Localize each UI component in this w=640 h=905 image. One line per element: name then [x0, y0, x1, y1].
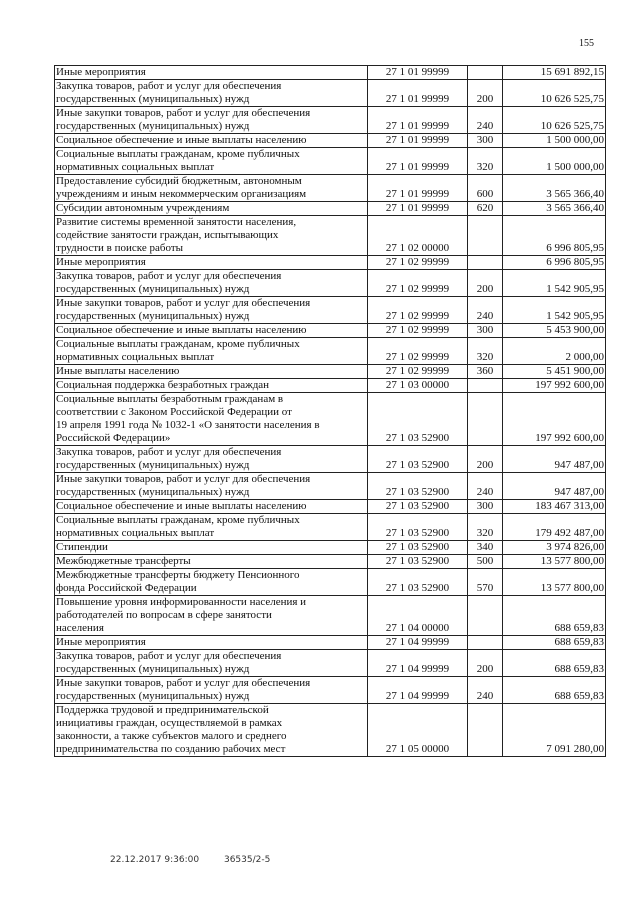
table-row	[55, 569, 606, 596]
row-code-cell: 27 1 01 99999	[368, 107, 468, 134]
table-row	[55, 541, 606, 555]
row-type-cell	[468, 216, 503, 256]
table-row	[55, 704, 606, 757]
row-name-cell: Социальное обеспечение и иные выплаты населению	[55, 500, 368, 514]
row-name-cell: Предоставление субсидий бюджетным, автономным учреждениям и иным некоммерческим организациям	[55, 175, 368, 202]
row-code-cell: 27 1 02 99999	[368, 256, 468, 270]
row-type-cell	[468, 636, 503, 650]
table-row	[55, 500, 606, 514]
row-type-cell: 240	[468, 107, 503, 134]
row-code-cell: 27 1 02 99999	[368, 338, 468, 365]
table-row	[55, 379, 606, 393]
row-code-cell: 27 1 01 99999	[368, 134, 468, 148]
row-code-cell: 27 1 05 00000	[368, 704, 468, 757]
row-amount-cell: 1 500 000,00	[503, 134, 606, 148]
row-name-cell: Стипендии	[55, 541, 368, 555]
footer-doc-code: 36535/2-5	[223, 855, 271, 865]
row-type-cell: 240	[468, 677, 503, 704]
row-type-cell	[468, 596, 503, 636]
row-amount-cell: 947 487,00	[503, 473, 606, 500]
row-code-cell: 27 1 04 99999	[368, 677, 468, 704]
row-type-cell: 200	[468, 80, 503, 107]
page-number: 155	[579, 38, 594, 49]
budget-table	[54, 65, 606, 757]
table-row	[55, 107, 606, 134]
row-name-cell: Закупка товаров, работ и услуг для обеспечения государственных (муниципальных) нужд	[55, 650, 368, 677]
row-name-cell: Социальные выплаты гражданам, кроме публичных нормативных социальных выплат	[55, 338, 368, 365]
row-amount-cell: 2 000,00	[503, 338, 606, 365]
row-type-cell: 300	[468, 134, 503, 148]
row-type-cell	[468, 393, 503, 446]
row-type-cell	[468, 256, 503, 270]
row-code-cell: 27 1 01 99999	[368, 148, 468, 175]
row-amount-cell: 7 091 280,00	[503, 704, 606, 757]
budget-table-body	[55, 66, 606, 757]
row-amount-cell: 6 996 805,95	[503, 216, 606, 256]
row-type-cell: 620	[468, 202, 503, 216]
row-amount-cell: 688 659,83	[503, 677, 606, 704]
row-name-cell: Иные мероприятия	[55, 256, 368, 270]
row-code-cell: 27 1 04 00000	[368, 596, 468, 636]
row-amount-cell: 15 691 892,15	[503, 66, 606, 80]
table-row	[55, 596, 606, 636]
row-code-cell: 27 1 04 99999	[368, 636, 468, 650]
row-type-cell: 320	[468, 148, 503, 175]
table-row	[55, 134, 606, 148]
row-name-cell: Социальное обеспечение и иные выплаты населению	[55, 324, 368, 338]
row-code-cell: 27 1 03 52900	[368, 555, 468, 569]
row-code-cell: 27 1 01 99999	[368, 80, 468, 107]
row-type-cell: 360	[468, 365, 503, 379]
row-amount-cell: 183 467 313,00	[503, 500, 606, 514]
row-type-cell: 500	[468, 555, 503, 569]
row-code-cell: 27 1 01 99999	[368, 66, 468, 80]
table-row	[55, 650, 606, 677]
row-code-cell: 27 1 03 52900	[368, 569, 468, 596]
table-row	[55, 80, 606, 107]
row-type-cell	[468, 704, 503, 757]
row-name-cell: Закупка товаров, работ и услуг для обеспечения государственных (муниципальных) нужд	[55, 80, 368, 107]
row-amount-cell: 688 659,83	[503, 650, 606, 677]
row-name-cell: Иные закупки товаров, работ и услуг для обеспечения государственных (муниципальных) нужд	[55, 677, 368, 704]
table-row	[55, 555, 606, 569]
row-amount-cell: 3 974 826,00	[503, 541, 606, 555]
footer-timestamp: 22.12.2017 9:36:00	[110, 855, 200, 865]
row-name-cell: Иные мероприятия	[55, 66, 368, 80]
table-row	[55, 256, 606, 270]
row-name-cell: Социальная поддержка безработных граждан	[55, 379, 368, 393]
row-name-cell: Иные закупки товаров, работ и услуг для обеспечения государственных (муниципальных) нужд	[55, 297, 368, 324]
row-type-cell: 320	[468, 514, 503, 541]
table-row	[55, 636, 606, 650]
row-amount-cell: 3 565 366,40	[503, 202, 606, 216]
row-name-cell: Социальные выплаты гражданам, кроме публичных нормативных социальных выплат	[55, 148, 368, 175]
row-type-cell: 320	[468, 338, 503, 365]
row-name-cell: Повышение уровня информированности населения и работодателей по вопросам в сфере занятости населения	[55, 596, 368, 636]
row-code-cell: 27 1 03 52900	[368, 393, 468, 446]
row-type-cell: 600	[468, 175, 503, 202]
table-row	[55, 297, 606, 324]
row-code-cell: 27 1 02 99999	[368, 270, 468, 297]
table-row	[55, 393, 606, 446]
row-name-cell: Иные выплаты населению	[55, 365, 368, 379]
row-type-cell: 240	[468, 297, 503, 324]
row-type-cell	[468, 379, 503, 393]
row-name-cell: Иные закупки товаров, работ и услуг для обеспечения государственных (муниципальных) нужд	[55, 107, 368, 134]
row-code-cell: 27 1 03 52900	[368, 500, 468, 514]
row-code-cell: 27 1 02 00000	[368, 216, 468, 256]
row-amount-cell: 947 487,00	[503, 446, 606, 473]
row-type-cell: 340	[468, 541, 503, 555]
row-name-cell: Межбюджетные трансферты	[55, 555, 368, 569]
row-type-cell	[468, 66, 503, 80]
table-row	[55, 270, 606, 297]
row-type-cell: 200	[468, 650, 503, 677]
row-type-cell: 240	[468, 473, 503, 500]
row-amount-cell: 688 659,83	[503, 596, 606, 636]
row-code-cell: 27 1 03 00000	[368, 379, 468, 393]
row-amount-cell: 1 542 905,95	[503, 297, 606, 324]
table-row	[55, 148, 606, 175]
table-row	[55, 324, 606, 338]
row-name-cell: Социальные выплаты гражданам, кроме публичных нормативных социальных выплат	[55, 514, 368, 541]
row-amount-cell: 6 996 805,95	[503, 256, 606, 270]
row-code-cell: 27 1 02 99999	[368, 297, 468, 324]
row-type-cell: 200	[468, 446, 503, 473]
row-amount-cell: 3 565 366,40	[503, 175, 606, 202]
row-name-cell: Межбюджетные трансферты бюджету Пенсионного фонда Российской Федерации	[55, 569, 368, 596]
row-code-cell: 27 1 01 99999	[368, 175, 468, 202]
row-code-cell: 27 1 02 99999	[368, 324, 468, 338]
row-amount-cell: 197 992 600,00	[503, 379, 606, 393]
row-amount-cell: 1 542 905,95	[503, 270, 606, 297]
table-row	[55, 338, 606, 365]
row-code-cell: 27 1 01 99999	[368, 202, 468, 216]
row-code-cell: 27 1 04 99999	[368, 650, 468, 677]
row-amount-cell: 197 992 600,00	[503, 393, 606, 446]
row-code-cell: 27 1 03 52900	[368, 514, 468, 541]
footer	[110, 855, 292, 865]
row-amount-cell: 5 453 900,00	[503, 324, 606, 338]
row-amount-cell: 179 492 487,00	[503, 514, 606, 541]
row-name-cell: Развитие системы временной занятости населения, содействие занятости граждан, испытывающих трудности в поиске работы	[55, 216, 368, 256]
row-name-cell: Поддержка трудовой и предпринимательской инициативы граждан, осуществляемой в рамках законности, а также субъектов малого и среднего предпринимательства по созданию рабочих мест	[55, 704, 368, 757]
table-row	[55, 365, 606, 379]
row-name-cell: Закупка товаров, работ и услуг для обеспечения государственных (муниципальных) нужд	[55, 446, 368, 473]
row-code-cell: 27 1 02 99999	[368, 365, 468, 379]
row-type-cell: 200	[468, 270, 503, 297]
row-amount-cell: 688 659,83	[503, 636, 606, 650]
row-name-cell: Закупка товаров, работ и услуг для обеспечения государственных (муниципальных) нужд	[55, 270, 368, 297]
row-code-cell: 27 1 03 52900	[368, 541, 468, 555]
row-code-cell: 27 1 03 52900	[368, 473, 468, 500]
row-type-cell: 300	[468, 500, 503, 514]
table-row	[55, 514, 606, 541]
table-row	[55, 216, 606, 256]
row-name-cell: Социальное обеспечение и иные выплаты населению	[55, 134, 368, 148]
row-name-cell: Иные мероприятия	[55, 636, 368, 650]
row-name-cell: Социальные выплаты безработным гражданам в соответствии с Законом Российской Федерации от 19 апреля 1991 года № 1032-1 «О занятости населения в Российской Федерации»	[55, 393, 368, 446]
row-amount-cell: 1 500 000,00	[503, 148, 606, 175]
row-code-cell: 27 1 03 52900	[368, 446, 468, 473]
row-amount-cell: 13 577 800,00	[503, 555, 606, 569]
row-name-cell: Субсидии автономным учреждениям	[55, 202, 368, 216]
row-amount-cell: 10 626 525,75	[503, 107, 606, 134]
table-row	[55, 677, 606, 704]
table-row	[55, 446, 606, 473]
table-row	[55, 202, 606, 216]
table-row	[55, 473, 606, 500]
row-amount-cell: 13 577 800,00	[503, 569, 606, 596]
row-type-cell: 570	[468, 569, 503, 596]
row-type-cell: 300	[468, 324, 503, 338]
row-amount-cell: 10 626 525,75	[503, 80, 606, 107]
table-row	[55, 175, 606, 202]
row-amount-cell: 5 451 900,00	[503, 365, 606, 379]
table-row	[55, 66, 606, 80]
row-name-cell: Иные закупки товаров, работ и услуг для обеспечения государственных (муниципальных) нужд	[55, 473, 368, 500]
